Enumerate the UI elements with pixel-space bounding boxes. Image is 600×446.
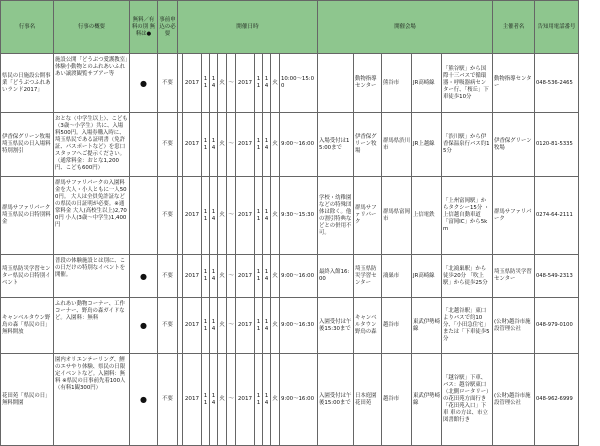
start-day: 14 [210,354,218,446]
start-year: 2017 [183,113,202,177]
organizer-name: 伊香保グリーン牧場 [493,113,535,177]
access-info: 「渋川駅」から伊香保温泉行バス約15分 [442,113,493,177]
end-day: 14 [263,298,271,354]
end-month: 11 [255,298,263,354]
nearest-line: JR高崎線 [412,255,442,298]
organizer-name: 埼玉県防災学習センター [493,255,535,298]
event-time: 9:00～16:30 [280,298,318,354]
date-range-separator: ～ [227,298,236,354]
start-day: 14 [210,298,218,354]
end-day: 14 [263,255,271,298]
start-weekday: 火 [218,255,227,298]
nearest-line: 東武伊勢崎線 [412,298,442,354]
end-weekday: 火 [271,177,280,255]
venue-name: 動物指導センター [354,54,382,113]
venue-city: 群馬県渋川市 [382,113,412,177]
event-name: 県民の日施設公開事業「どうぶつふれあいランド2017」 [1,54,54,113]
end-year: 2017 [236,255,255,298]
header-venue: 開催会場 [318,1,493,54]
event-time: 9:30～15:30 [280,177,318,255]
time-note: 入園受付は午後15:00まで [318,354,354,446]
start-year: 2017 [183,54,202,113]
free-marker [130,177,158,255]
organizer-name: (公財)越谷市施設管理公社 [493,354,535,446]
start-month: 11 [202,177,210,255]
venue-name: 群馬サファリパーク [354,177,382,255]
event-description: おとな（中学生以上）、こども（3歳～小学生）共に、入場料500円。入場券購入時に、埼玉県民である証明書（免許証、パスポートなど）を窓口スタッフへご提示ください。（通常料金：おとな1,200円、こども600円） [54,113,130,177]
start-weekday: 火 [218,354,227,446]
venue-name: キャンベルタウン野鳥の森 [354,298,382,354]
header-organizer: 主催者名 [493,1,535,54]
end-month: 11 [255,54,263,113]
end-month: 11 [255,113,263,177]
reservation-required: 不要 [158,113,178,177]
venue-city: 熊谷市 [382,54,412,113]
date-range-separator: ～ [227,54,236,113]
event-description: 群馬サファリパークの入園料金を大人・小人ともに一人500円。 大人は全員免許証などの県民の日証明が必要。※通常料金 大人(高校生以上)2,700円 小人(3歳～中学生)1,400円 [54,177,130,255]
event-description: 施設公開「どうぶつ愛護教室」体験小動物とのふれあいふれあい譲渡観覧サブアー等 [54,54,130,113]
start-month: 11 [202,113,210,177]
end-weekday: 火 [271,298,280,354]
access-info: 「越谷駅」下車、バス：越谷駅東口（北側ロータリー）の花田苑方面行き「花田苑入口」下車 車の方は、市立図書館行き [442,354,493,446]
contact-phone: 048-549-2313 [535,255,579,298]
venue-name: 埼玉県防災学習センター [354,255,382,298]
organizer-name: 動物指導センター [493,54,535,113]
reservation-required: 不要 [158,54,178,113]
table-row [1,177,579,255]
access-info: 「北越谷駅」東口よりバスで約10分、「小田急住宅」または「下車徒歩5分 [442,298,493,354]
nearest-line: 東武伊勢崎線 [412,354,442,446]
start-weekday: 火 [218,113,227,177]
venue-city: 越谷市 [382,354,412,446]
table-row [1,255,579,298]
venue-city: 群馬県富岡市 [382,177,412,255]
end-month: 11 [255,177,263,255]
start-month: 11 [202,354,210,446]
end-year: 2017 [236,354,255,446]
end-day: 14 [263,354,271,446]
start-weekday: 火 [218,54,227,113]
start-day: 14 [210,177,218,255]
time-note: 最終入館16:00 [318,255,354,298]
free-marker: ● [130,255,158,298]
event-name: 伊香保グリーン牧場 埼玉県民の日入場料特別割引 [1,113,54,177]
time-note [318,54,354,113]
reservation-required: 不要 [158,298,178,354]
end-day: 14 [263,177,271,255]
header-free: 無料／有料の別 無料は● [130,1,158,54]
table-row [1,113,579,177]
contact-phone: 0274-64-2111 [535,177,579,255]
venue-name: 伊香保グリーン牧場 [354,113,382,177]
free-marker: ● [130,54,158,113]
contact-phone: 048-979-0100 [535,298,579,354]
nearest-line: JR上越線 [412,113,442,177]
table-row [1,298,579,354]
end-weekday: 火 [271,54,280,113]
date-range-separator: ～ [227,354,236,446]
date-range-separator: ～ [227,113,236,177]
access-info: 「上州富岡駅」からタクシー15分 ・上信越自動車道「富岡IC」から5km [442,177,493,255]
end-month: 11 [255,255,263,298]
organizer-name: (公財)越谷市施設管理公社 [493,298,535,354]
end-year: 2017 [236,54,255,113]
start-weekday: 火 [218,298,227,354]
start-day: 14 [210,54,218,113]
end-month: 11 [255,354,263,446]
free-marker [130,113,158,177]
start-month: 11 [202,54,210,113]
venue-city: 鴻巣市 [382,255,412,298]
header-description: 行事の概要 [54,1,130,54]
start-year: 2017 [183,298,202,354]
contact-phone: 048-536-2465 [535,54,579,113]
end-weekday: 火 [271,255,280,298]
header-reservation: 事前申込の必要 [158,1,178,54]
nearest-line: JR高崎線 [412,54,442,113]
venue-city: 越谷市 [382,298,412,354]
time-note: 入場受付は15:00まで [318,113,354,177]
event-name: キャンベルタウン野鳥の森「県民の日」無料開放 [1,298,54,354]
header-datetime: 開催日時 [178,1,318,54]
reservation-required: 不要 [158,177,178,255]
event-time: 10:00～15:00 [280,54,318,113]
end-weekday: 火 [271,354,280,446]
end-day: 14 [263,54,271,113]
nearest-line: 上信電鉄 [412,177,442,255]
end-year: 2017 [236,177,255,255]
time-note: 入園受付は午後15:30まで [318,298,354,354]
header-tel: 告知用電話番号 [535,1,579,54]
event-name: 埼玉県防災学習センター県民の日特別イベント [1,255,54,298]
table-row [1,354,579,446]
start-year: 2017 [183,354,202,446]
table-row [1,54,579,113]
access-info: 「北鴻巣駅」から徒歩20分 「吹上駅」から徒歩25分 [442,255,493,298]
reservation-required: 不要 [158,255,178,298]
event-description: ふれあい動物コーナー、工作コーナー、野鳥の森ガイドなど。入園料：無料 [54,298,130,354]
event-description: 園内オリエンテーリング、鯉のエサやり体験、県民の日限定イベントなど。入園料：無料 ※県民の日事前先着100人（有料1観300円） [54,354,130,446]
header-name: 行事名 [1,1,54,54]
start-day: 14 [210,255,218,298]
reservation-required: 不要 [158,354,178,446]
free-marker: ● [130,298,158,354]
start-month: 11 [202,298,210,354]
free-marker: ● [130,354,158,446]
start-day: 14 [210,113,218,177]
event-time: 9:00～16:00 [280,113,318,177]
end-year: 2017 [236,298,255,354]
start-year: 2017 [183,177,202,255]
date-range-separator: ～ [227,255,236,298]
event-description: 普段の体験施設とは別に、この日だけの特別なイベントを開催。 [54,255,130,298]
end-day: 14 [263,113,271,177]
event-name: 花田苑「県民の日」無料開園 [1,354,54,446]
end-year: 2017 [236,113,255,177]
access-info: 「熊谷駅」から国際十三バスで循環器・呼吸器病センター行、「桜丘」下車徒歩10分 [442,54,493,113]
contact-phone: 048-962-6999 [535,354,579,446]
start-month: 11 [202,255,210,298]
contact-phone: 0120-81-5335 [535,113,579,177]
end-weekday: 火 [271,113,280,177]
event-time: 9:00～16:00 [280,255,318,298]
event-time: 9:00～16:00 [280,354,318,446]
event-name: 群馬サファリパーク埼玉県民の日特別料金 [1,177,54,255]
organizer-name: 群馬サファリパーク [493,177,535,255]
start-year: 2017 [183,255,202,298]
date-range-separator: ～ [227,177,236,255]
time-note: 学校・幼稚園などの特殊団体は除く。他の割引特典などとの併用不可。 [318,177,354,255]
venue-name: 日本庭園花田苑 [354,354,382,446]
header-row [1,1,579,54]
start-weekday: 火 [218,177,227,255]
